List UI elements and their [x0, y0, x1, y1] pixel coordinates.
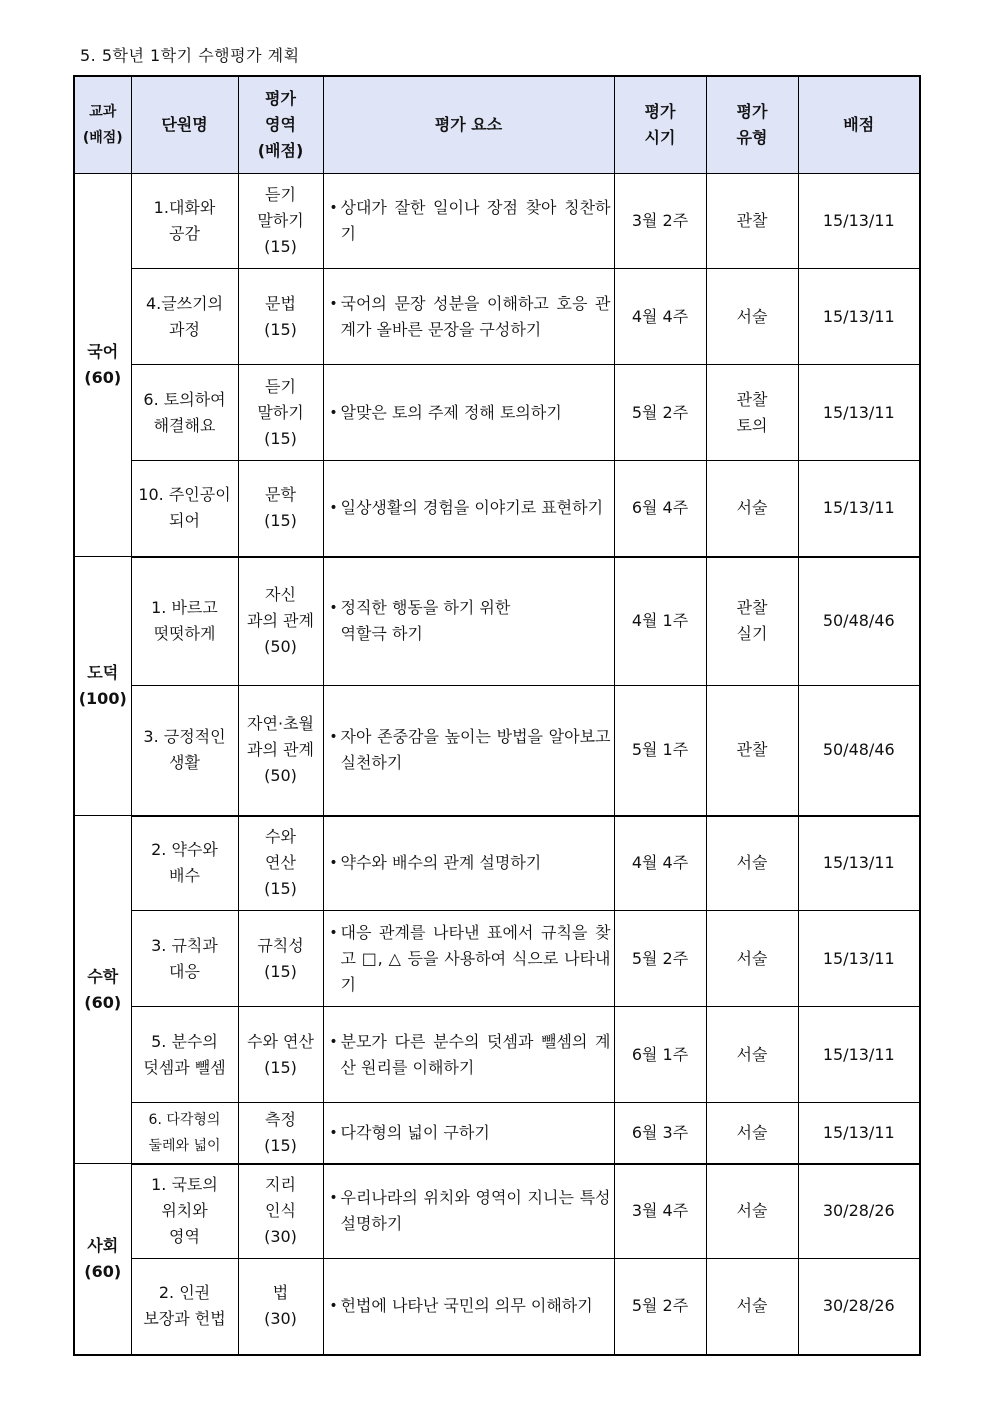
table-row [74, 557, 920, 686]
unit-name-cell: 10. 주인공이 되어 [131, 461, 238, 557]
evaluation-element-text: 국어의 문장 성분을 이해하고 호응 관계가 올바른 문장을 구성하기 [340, 293, 611, 339]
evaluation-type-cell: 관찰 [706, 686, 798, 816]
evaluation-type-cell: 서술 [706, 269, 798, 365]
evaluation-period-cell: 5월 1주 [614, 686, 706, 816]
evaluation-element-cell [323, 686, 614, 816]
evaluation-type-cell: 서술 [706, 1259, 798, 1355]
table-row [74, 816, 920, 911]
subject-cell: 사회 (60) [74, 1164, 131, 1355]
evaluation-period-cell: 5월 2주 [614, 365, 706, 461]
evaluation-type-cell: 관찰 실기 [706, 557, 798, 686]
evaluation-period-cell: 3월 2주 [614, 174, 706, 269]
evaluation-period-cell: 6월 3주 [614, 1103, 706, 1164]
evaluation-element-text: 헌법에 나타난 국민의 의무 이해하기 [340, 1296, 593, 1316]
evaluation-type-cell: 서술 [706, 911, 798, 1007]
evaluation-area-cell: 지리 인식 (30) [238, 1164, 323, 1259]
bullet-icon: • [329, 855, 338, 872]
evaluation-area-cell: 측정 (15) [238, 1103, 323, 1164]
evaluation-period-cell: 5월 2주 [614, 911, 706, 1007]
score-cell: 15/13/11 [798, 365, 920, 461]
header-unit: 단원명 [131, 76, 238, 174]
page-title: 5. 5학년 1학기 수행평가 계획 [80, 46, 300, 65]
table-row [74, 269, 920, 365]
evaluation-type-cell: 서술 [706, 1007, 798, 1103]
evaluation-period-cell: 3월 4주 [614, 1164, 706, 1259]
unit-name-cell: 3. 규칙과 대응 [131, 911, 238, 1007]
evaluation-area-cell: 자연·초월 과의 관계 (50) [238, 686, 323, 816]
evaluation-area-cell: 듣기 말하기 (15) [238, 174, 323, 269]
subject-cell: 국어 (60) [74, 174, 131, 557]
unit-name-cell: 5. 분수의 덧셈과 뺄셈 [131, 1007, 238, 1103]
unit-name-cell: 3. 긍정적인 생활 [131, 686, 238, 816]
unit-name-cell: 2. 인권 보장과 헌법 [131, 1259, 238, 1355]
evaluation-area-cell: 법 (30) [238, 1259, 323, 1355]
evaluation-element-text: 대응 관계를 나타낸 표에서 규칙을 찾고 □, △ 등을 사용하여 식으로 나타내기 [340, 922, 611, 994]
score-cell: 15/13/11 [798, 816, 920, 911]
header-subject: 교과 (배점) [74, 76, 131, 174]
score-cell: 50/48/46 [798, 686, 920, 816]
evaluation-period-cell: 4월 1주 [614, 557, 706, 686]
subject-cell: 수학 (60) [74, 816, 131, 1164]
score-cell: 15/13/11 [798, 269, 920, 365]
score-cell: 50/48/46 [798, 557, 920, 686]
evaluation-type-cell: 서술 [706, 1103, 798, 1164]
unit-name-cell: 6. 토의하여 해결해요 [131, 365, 238, 461]
evaluation-area-cell: 듣기 말하기 (15) [238, 365, 323, 461]
table-row [74, 461, 920, 557]
table-row [74, 365, 920, 461]
score-cell: 30/28/26 [798, 1259, 920, 1355]
table-row [74, 174, 920, 269]
evaluation-type-cell: 관찰 [706, 174, 798, 269]
score-cell: 15/13/11 [798, 911, 920, 1007]
evaluation-element-cell [323, 816, 614, 911]
bullet-icon: • [329, 404, 338, 421]
unit-name-cell: 6. 다각형의 둘레와 넓이 [131, 1103, 238, 1164]
evaluation-element-text: 우리나라의 위치와 영역이 지니는 특성 설명하기 [340, 1188, 611, 1234]
score-cell: 15/13/11 [798, 1007, 920, 1103]
bullet-icon: • [329, 729, 338, 746]
table-body [74, 174, 920, 1355]
unit-name-cell: 2. 약수와 배수 [131, 816, 238, 911]
header-element: 평가 요소 [323, 76, 614, 174]
evaluation-area-cell: 문법 (15) [238, 269, 323, 365]
bullet-icon: • [329, 924, 338, 941]
evaluation-element-text: 알맞은 토의 주제 정해 토의하기 [340, 402, 562, 422]
table-row [74, 1259, 920, 1355]
score-cell: 15/13/11 [798, 174, 920, 269]
evaluation-period-cell: 6월 1주 [614, 1007, 706, 1103]
bullet-icon: • [329, 600, 338, 617]
evaluation-element-cell [323, 911, 614, 1007]
evaluation-period-cell: 4월 4주 [614, 816, 706, 911]
bullet-icon: • [329, 500, 338, 517]
evaluation-element-cell [323, 1007, 614, 1103]
table-row [74, 1007, 920, 1103]
evaluation-area-cell: 수와 연산 (15) [238, 1007, 323, 1103]
evaluation-type-cell: 서술 [706, 816, 798, 911]
subject-cell: 도덕 (100) [74, 557, 131, 816]
evaluation-element-cell [323, 557, 614, 686]
table-row [74, 1164, 920, 1259]
header-row [74, 76, 920, 174]
evaluation-area-cell: 문학 (15) [238, 461, 323, 557]
evaluation-type-cell: 서술 [706, 461, 798, 557]
evaluation-element-cell [323, 1259, 614, 1355]
evaluation-element-text: 분모가 다른 분수의 덧셈과 뺄셈의 계산 원리를 이해하기 [340, 1031, 611, 1077]
evaluation-element-text: 정직한 행동을 하기 위한 역할극 하기 [340, 598, 511, 644]
evaluation-element-cell [323, 365, 614, 461]
evaluation-element-cell [323, 1164, 614, 1259]
evaluation-element-cell [323, 174, 614, 269]
evaluation-element-cell [323, 461, 614, 557]
evaluation-type-cell: 관찰 토의 [706, 365, 798, 461]
evaluation-element-text: 상대가 잘한 일이나 장점 찾아 칭찬하기 [340, 198, 611, 243]
unit-name-cell: 1. 바르고 떳떳하게 [131, 557, 238, 686]
bullet-icon: • [329, 200, 338, 216]
evaluation-type-cell: 서술 [706, 1164, 798, 1259]
assessment-plan-table [73, 75, 921, 1356]
bullet-icon: • [329, 295, 338, 312]
evaluation-element-text: 다각형의 넓이 구하기 [340, 1122, 490, 1142]
header-type: 평가 유형 [706, 76, 798, 174]
bullet-icon: • [329, 1124, 338, 1141]
evaluation-element-cell [323, 1103, 614, 1164]
table-row [74, 686, 920, 816]
evaluation-period-cell: 4월 4주 [614, 269, 706, 365]
evaluation-element-text: 약수와 배수의 관계 설명하기 [340, 853, 542, 873]
bullet-icon: • [329, 1033, 338, 1050]
header-period: 평가 시기 [614, 76, 706, 174]
evaluation-period-cell: 5월 2주 [614, 1259, 706, 1355]
table-row [74, 911, 920, 1007]
evaluation-element-cell [323, 269, 614, 365]
header-area: 평가 영역 (배점) [238, 76, 323, 174]
table-row [74, 1103, 920, 1164]
evaluation-period-cell: 6월 4주 [614, 461, 706, 557]
unit-name-cell: 1. 국토의 위치와 영역 [131, 1164, 238, 1259]
score-cell: 15/13/11 [798, 461, 920, 557]
evaluation-area-cell: 규칙성 (15) [238, 911, 323, 1007]
unit-name-cell: 1.대화와 공감 [131, 174, 238, 269]
bullet-icon: • [329, 1190, 338, 1207]
bullet-icon: • [329, 1298, 338, 1315]
evaluation-element-text: 자아 존중감을 높이는 방법을 알아보고 실천하기 [340, 727, 611, 773]
evaluation-area-cell: 수와 연산 (15) [238, 816, 323, 911]
score-cell: 15/13/11 [798, 1103, 920, 1164]
evaluation-area-cell: 자신 과의 관계 (50) [238, 557, 323, 686]
header-score: 배점 [798, 76, 920, 174]
unit-name-cell: 4.글쓰기의 과정 [131, 269, 238, 365]
score-cell: 30/28/26 [798, 1164, 920, 1259]
evaluation-element-text: 일상생활의 경험을 이야기로 표현하기 [340, 498, 604, 518]
